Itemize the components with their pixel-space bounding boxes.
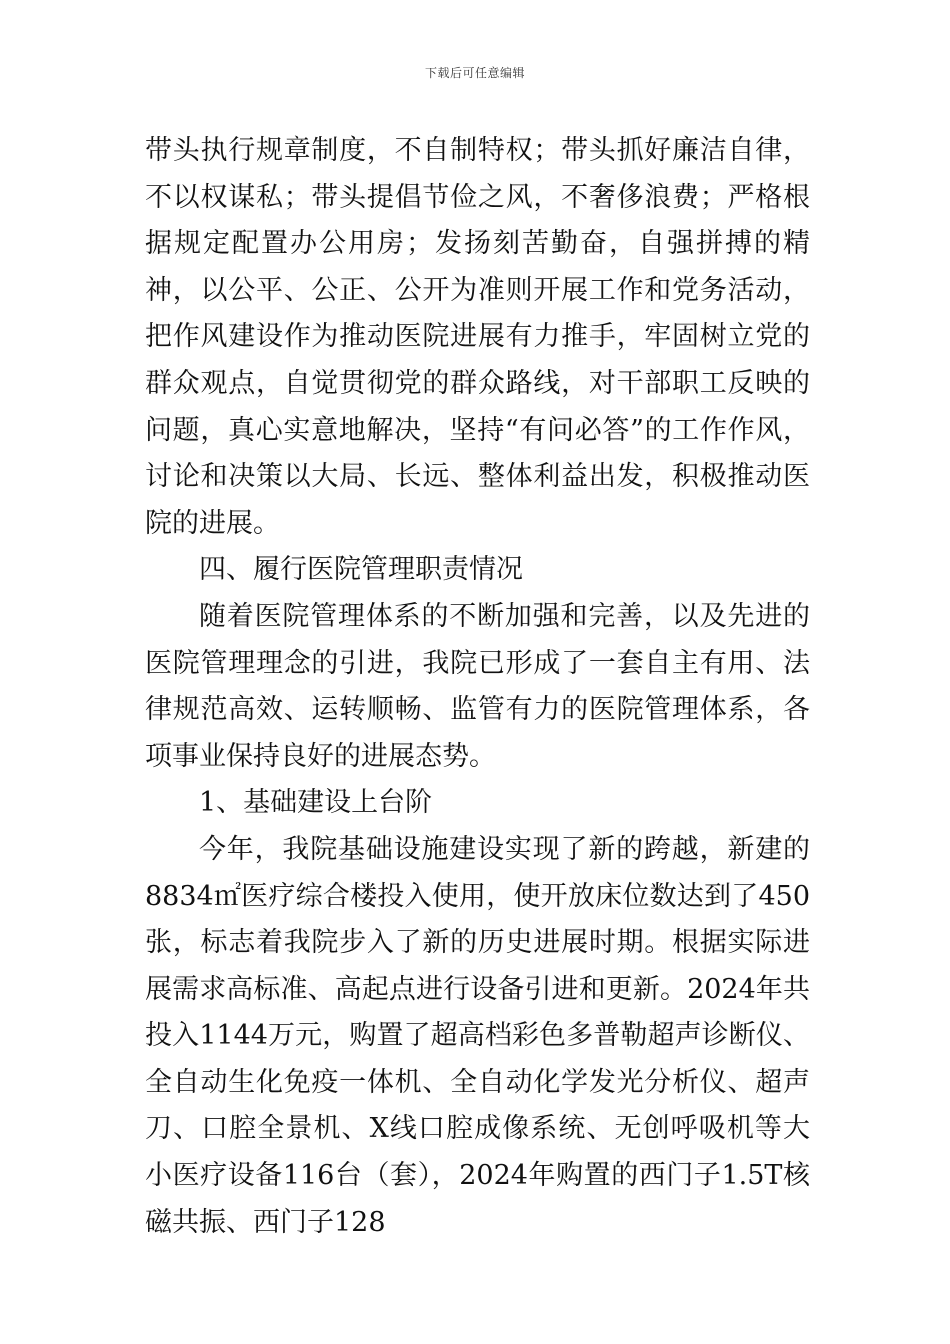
subsection-heading-infrastructure: 1、基础建设上台阶 — [199, 787, 433, 819]
document-body — [145, 128, 810, 1246]
section-heading-management: 四、履行医院管理职责情况 — [199, 554, 523, 586]
paragraph-conduct: 带头执行规章制度，不自制特权；带头抓好廉洁自律，不以权谋私；带头提倡节俭之风，不奢侈浪费；严格根据规定配置办公用房；发扬刻苦勤奋，自强拼搏的精神，以公平、公正、公开为准则开展工作和党务活动，把作风建设作为推动医院进展有力推手，牢固树立党的群众观点，自觉贯彻党的群众路线，对干部职工反映的问题，真心实意地解决，坚持“有问必答”的工作作风，讨论和决策以大局、长远、整体利益出发，积极推动医院的进展。 — [145, 135, 810, 539]
paragraph-management-system: 随着医院管理体系的不断加强和完善，以及先进的医院管理理念的引进，我院已形成了一套自主有用、法律规范高效、运转顺畅、监管有力的医院管理体系，各项事业保持良好的进展态势。 — [145, 600, 810, 772]
paragraph-infrastructure: 今年，我院基础设施建设实现了新的跨越，新建的8834㎡医疗综合楼投入使用，使开放床位数达到了450张，标志着我院步入了新的历史进展时期。根据实际进展需求高标准、高起点进行设备引进和更新。2024年共投入1144万元，购置了超高档彩色多普勒超声诊断仪、全自动生化免疫一体机、全自动化学发光分析仪、超声刀、口腔全景机、X线口腔成像系统、无创呼吸机等大小医疗设备116台（套），2024年购置的西门子1.5T核磁共振、西门子128 — [145, 833, 810, 1238]
page-header: 下载后可任意编辑 — [424, 66, 525, 80]
